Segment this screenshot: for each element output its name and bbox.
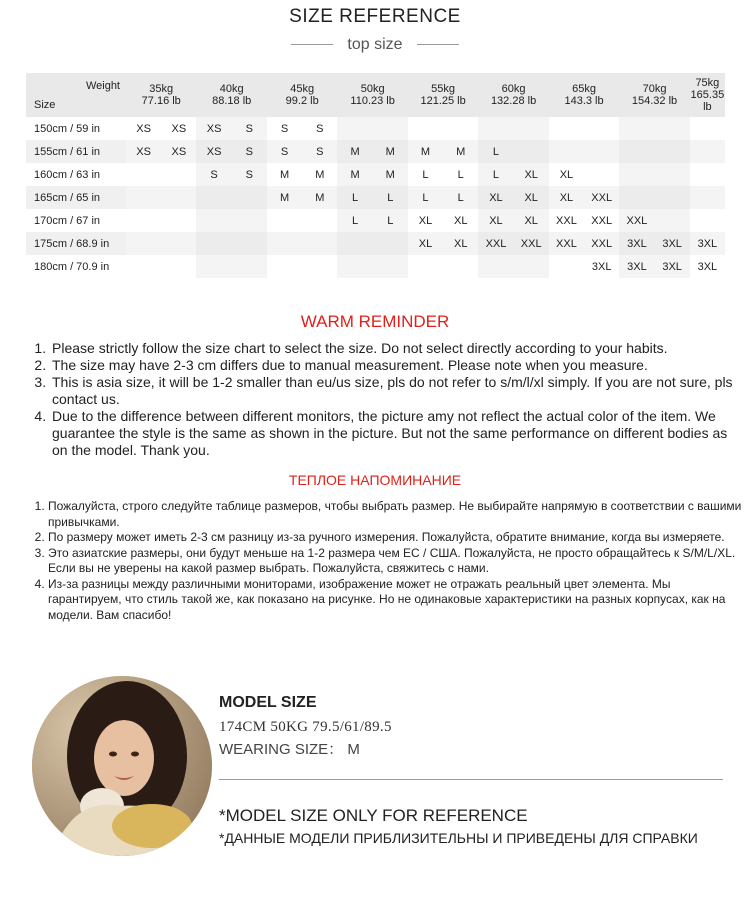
- size-cell: [655, 209, 690, 232]
- size-cell: L: [337, 209, 372, 232]
- size-cell: [619, 186, 654, 209]
- weight-column-header: 55kg 121.25 lb: [408, 73, 478, 117]
- size-cell: S: [232, 117, 267, 140]
- size-cell: [267, 255, 302, 278]
- size-cell: [514, 117, 549, 140]
- size-cell: [373, 232, 408, 255]
- table-row: [26, 186, 725, 209]
- size-cell: XS: [126, 117, 161, 140]
- weight-header: Weight: [85, 80, 120, 92]
- size-cell: [161, 255, 196, 278]
- size-cell: 3XL: [619, 255, 654, 278]
- size-cell: M: [337, 163, 372, 186]
- size-cell: [161, 163, 196, 186]
- warm-reminder-title: WARM REMINDER: [300, 312, 450, 331]
- weight-column-header: 45kg 99.2 lb: [267, 73, 337, 117]
- size-cell: S: [267, 140, 302, 163]
- size-cell: L: [478, 163, 513, 186]
- size-header: Size: [34, 99, 56, 111]
- list-item: 3. Это азиатские размеры, они будут меньше на 1-2 размера чем ЕС / США. Пожалуйста, не просто обращайтесь к S/M/L/XL. Если вы не уверены на какой размер выбрать. Пожалуйста, свяжитесь с нами.: [48, 546, 743, 577]
- size-cell: XXL: [584, 209, 619, 232]
- size-cell: M: [373, 163, 408, 186]
- size-cell: [126, 186, 161, 209]
- size-cell: M: [408, 140, 443, 163]
- size-cell: M: [373, 140, 408, 163]
- height-label: 160cm / 63 in: [26, 163, 126, 186]
- size-cell: XL: [514, 209, 549, 232]
- subtitle-text: top size: [347, 36, 403, 53]
- size-cell: XL: [549, 163, 584, 186]
- size-cell: XL: [408, 209, 443, 232]
- size-cell: S: [267, 117, 302, 140]
- size-cell: XL: [514, 163, 549, 186]
- size-cell: [373, 255, 408, 278]
- warm-reminder-list-ru: [30, 499, 743, 623]
- size-cell: [619, 117, 654, 140]
- size-cell: [232, 209, 267, 232]
- list-item: 1. Пожалуйста, строго следуйте таблице размеров, чтобы выбрать размер. Не выбирайте напрямую в соответствии с вашими привычками.: [48, 499, 743, 530]
- table-corner-cell: [26, 73, 126, 117]
- divider: [219, 779, 723, 780]
- size-cell: [514, 140, 549, 163]
- height-label: 150cm / 59 in: [26, 117, 126, 140]
- size-cell: [302, 232, 337, 255]
- size-cell: XS: [126, 140, 161, 163]
- model-wearing-size: WEARING SIZE： M: [219, 741, 360, 758]
- size-cell: 3XL: [655, 255, 690, 278]
- size-cell: [690, 186, 725, 209]
- model-reference-note-ru: *ДАННЫЕ МОДЕЛИ ПРИБЛИЗИТЕЛЬНЫ И ПРИВЕДЕНЫ ДЛЯ СПРАВКИ: [219, 830, 698, 846]
- size-cell: XXL: [478, 232, 513, 255]
- size-cell: [337, 255, 372, 278]
- size-cell: [655, 163, 690, 186]
- size-cell: XL: [443, 232, 478, 255]
- size-cell: [443, 117, 478, 140]
- size-cell: [584, 140, 619, 163]
- size-cell: [126, 209, 161, 232]
- table-row: [26, 232, 725, 255]
- weight-column-header: 50kg 110.23 lb: [337, 73, 407, 117]
- size-cell: S: [196, 163, 231, 186]
- size-cell: [267, 209, 302, 232]
- section-subtitle: [0, 36, 750, 54]
- model-measurements: 174CM 50KG 79.5/61/89.5: [219, 719, 392, 735]
- size-cell: M: [443, 140, 478, 163]
- size-cell: L: [337, 186, 372, 209]
- size-cell: [690, 209, 725, 232]
- size-cell: [408, 255, 443, 278]
- size-cell: L: [373, 186, 408, 209]
- size-cell: S: [302, 117, 337, 140]
- warm-reminder-title-ru: ТЕПЛОЕ НАПОМИНАНИЕ: [288, 472, 462, 488]
- size-cell: [232, 255, 267, 278]
- weight-column-header: 70kg 154.32 lb: [619, 73, 689, 117]
- size-cell: L: [443, 186, 478, 209]
- size-cell: M: [267, 163, 302, 186]
- size-cell: [690, 163, 725, 186]
- table-row: [26, 117, 725, 140]
- size-cell: XXL: [514, 232, 549, 255]
- size-cell: [302, 209, 337, 232]
- size-cell: [126, 255, 161, 278]
- size-cell: S: [232, 140, 267, 163]
- divider-line-left: [291, 44, 333, 45]
- size-cell: 3XL: [655, 232, 690, 255]
- height-label: 165cm / 65 in: [26, 186, 126, 209]
- list-item: 1. Please strictly follow the size chart to select the size. Do not select directly according to your habits.: [50, 340, 740, 357]
- size-cell: XXL: [549, 209, 584, 232]
- size-cell: [196, 255, 231, 278]
- model-photo: [32, 676, 212, 856]
- size-cell: XS: [161, 117, 196, 140]
- size-cell: XS: [196, 117, 231, 140]
- size-cell: M: [337, 140, 372, 163]
- height-label: 180cm / 70.9 in: [26, 255, 126, 278]
- page-title: SIZE REFERENCE: [289, 6, 461, 27]
- size-cell: [549, 117, 584, 140]
- table-row: [26, 163, 725, 186]
- size-cell: 3XL: [690, 255, 725, 278]
- divider-line-right: [417, 44, 459, 45]
- size-cell: L: [478, 140, 513, 163]
- list-item: 2. По размеру может иметь 2-3 см разницу из-за ручного измерения. Пожалуйста, обратите внимание, когда вы измеряете.: [48, 530, 743, 546]
- size-cell: XXL: [584, 232, 619, 255]
- size-cell: L: [408, 186, 443, 209]
- size-chart-table: [26, 73, 725, 278]
- size-cell: M: [267, 186, 302, 209]
- table-row: [26, 255, 725, 278]
- size-cell: [196, 232, 231, 255]
- size-cell: S: [232, 163, 267, 186]
- size-cell: [373, 117, 408, 140]
- size-cell: [690, 140, 725, 163]
- list-item: 4. Due to the difference between different monitors, the picture amy not reflect the actual color of the item. We guarantee the style is the same as shown in the picture. But not the same performance on different bodies as on the model. Thank you.: [50, 408, 740, 459]
- size-cell: M: [302, 163, 337, 186]
- size-cell: [337, 117, 372, 140]
- size-cell: XL: [478, 209, 513, 232]
- size-cell: [655, 140, 690, 163]
- size-cell: [302, 255, 337, 278]
- size-cell: [196, 209, 231, 232]
- size-cell: [232, 232, 267, 255]
- size-cell: [126, 232, 161, 255]
- size-cell: [584, 117, 619, 140]
- size-cell: [161, 209, 196, 232]
- weight-column-header: 35kg 77.16 lb: [126, 73, 196, 117]
- list-item: 3. This is asia size, it will be 1-2 smaller than eu/us size, pls do not refer to s/m/l/xl simply. If you are not sure, pls contact us.: [50, 374, 740, 408]
- size-cell: [655, 117, 690, 140]
- size-cell: XL: [408, 232, 443, 255]
- weight-column-header: 40kg 88.18 lb: [196, 73, 266, 117]
- size-cell: S: [302, 140, 337, 163]
- size-cell: 3XL: [690, 232, 725, 255]
- size-cell: [408, 117, 443, 140]
- size-cell: XS: [161, 140, 196, 163]
- size-cell: XS: [196, 140, 231, 163]
- table-header-row: [26, 73, 725, 117]
- table-row: [26, 140, 725, 163]
- size-cell: [619, 163, 654, 186]
- size-cell: [655, 186, 690, 209]
- model-portrait-image: [32, 676, 212, 856]
- size-cell: XL: [478, 186, 513, 209]
- size-cell: [232, 186, 267, 209]
- size-cell: XXL: [584, 186, 619, 209]
- size-cell: L: [443, 163, 478, 186]
- size-cell: XL: [443, 209, 478, 232]
- size-cell: [584, 163, 619, 186]
- size-cell: [619, 140, 654, 163]
- size-cell: [161, 186, 196, 209]
- size-cell: [267, 232, 302, 255]
- weight-column-header: 60kg 132.28 lb: [478, 73, 548, 117]
- size-cell: [161, 232, 196, 255]
- weight-column-header: 75kg 165.35 lb: [690, 73, 725, 117]
- size-cell: 3XL: [619, 232, 654, 255]
- size-cell: [196, 186, 231, 209]
- model-size-title: MODEL SIZE: [219, 694, 317, 711]
- size-cell: 3XL: [584, 255, 619, 278]
- size-cell: [549, 140, 584, 163]
- size-cell: L: [373, 209, 408, 232]
- size-cell: [126, 163, 161, 186]
- size-cell: [690, 117, 725, 140]
- list-item: 2. The size may have 2-3 cm differs due to manual measurement. Please note when you measure.: [50, 357, 740, 374]
- size-cell: M: [302, 186, 337, 209]
- height-label: 170cm / 67 in: [26, 209, 126, 232]
- table-row: [26, 209, 725, 232]
- list-item: 4. Из-за разницы между различными мониторами, изображение может не отражать реальный цвет элемента. Мы гарантируем, что стиль такой же, как показано на рисунке. Но не одинаковые характеристики на разных корпусах, как на модели. Вам спасибо!: [48, 577, 743, 624]
- size-cell: L: [408, 163, 443, 186]
- size-cell: XL: [514, 186, 549, 209]
- height-label: 175cm / 68.9 in: [26, 232, 126, 255]
- size-cell: XXL: [619, 209, 654, 232]
- size-cell: [478, 255, 513, 278]
- height-label: 155cm / 61 in: [26, 140, 126, 163]
- size-cell: [478, 117, 513, 140]
- size-cell: XL: [549, 186, 584, 209]
- weight-column-header: 65kg 143.3 lb: [549, 73, 619, 117]
- size-cell: [514, 255, 549, 278]
- size-cell: [549, 255, 584, 278]
- model-reference-note: *MODEL SIZE ONLY FOR REFERENCE: [219, 806, 528, 825]
- warm-reminder-list: [32, 340, 740, 459]
- size-cell: [337, 232, 372, 255]
- size-cell: [443, 255, 478, 278]
- size-cell: XXL: [549, 232, 584, 255]
